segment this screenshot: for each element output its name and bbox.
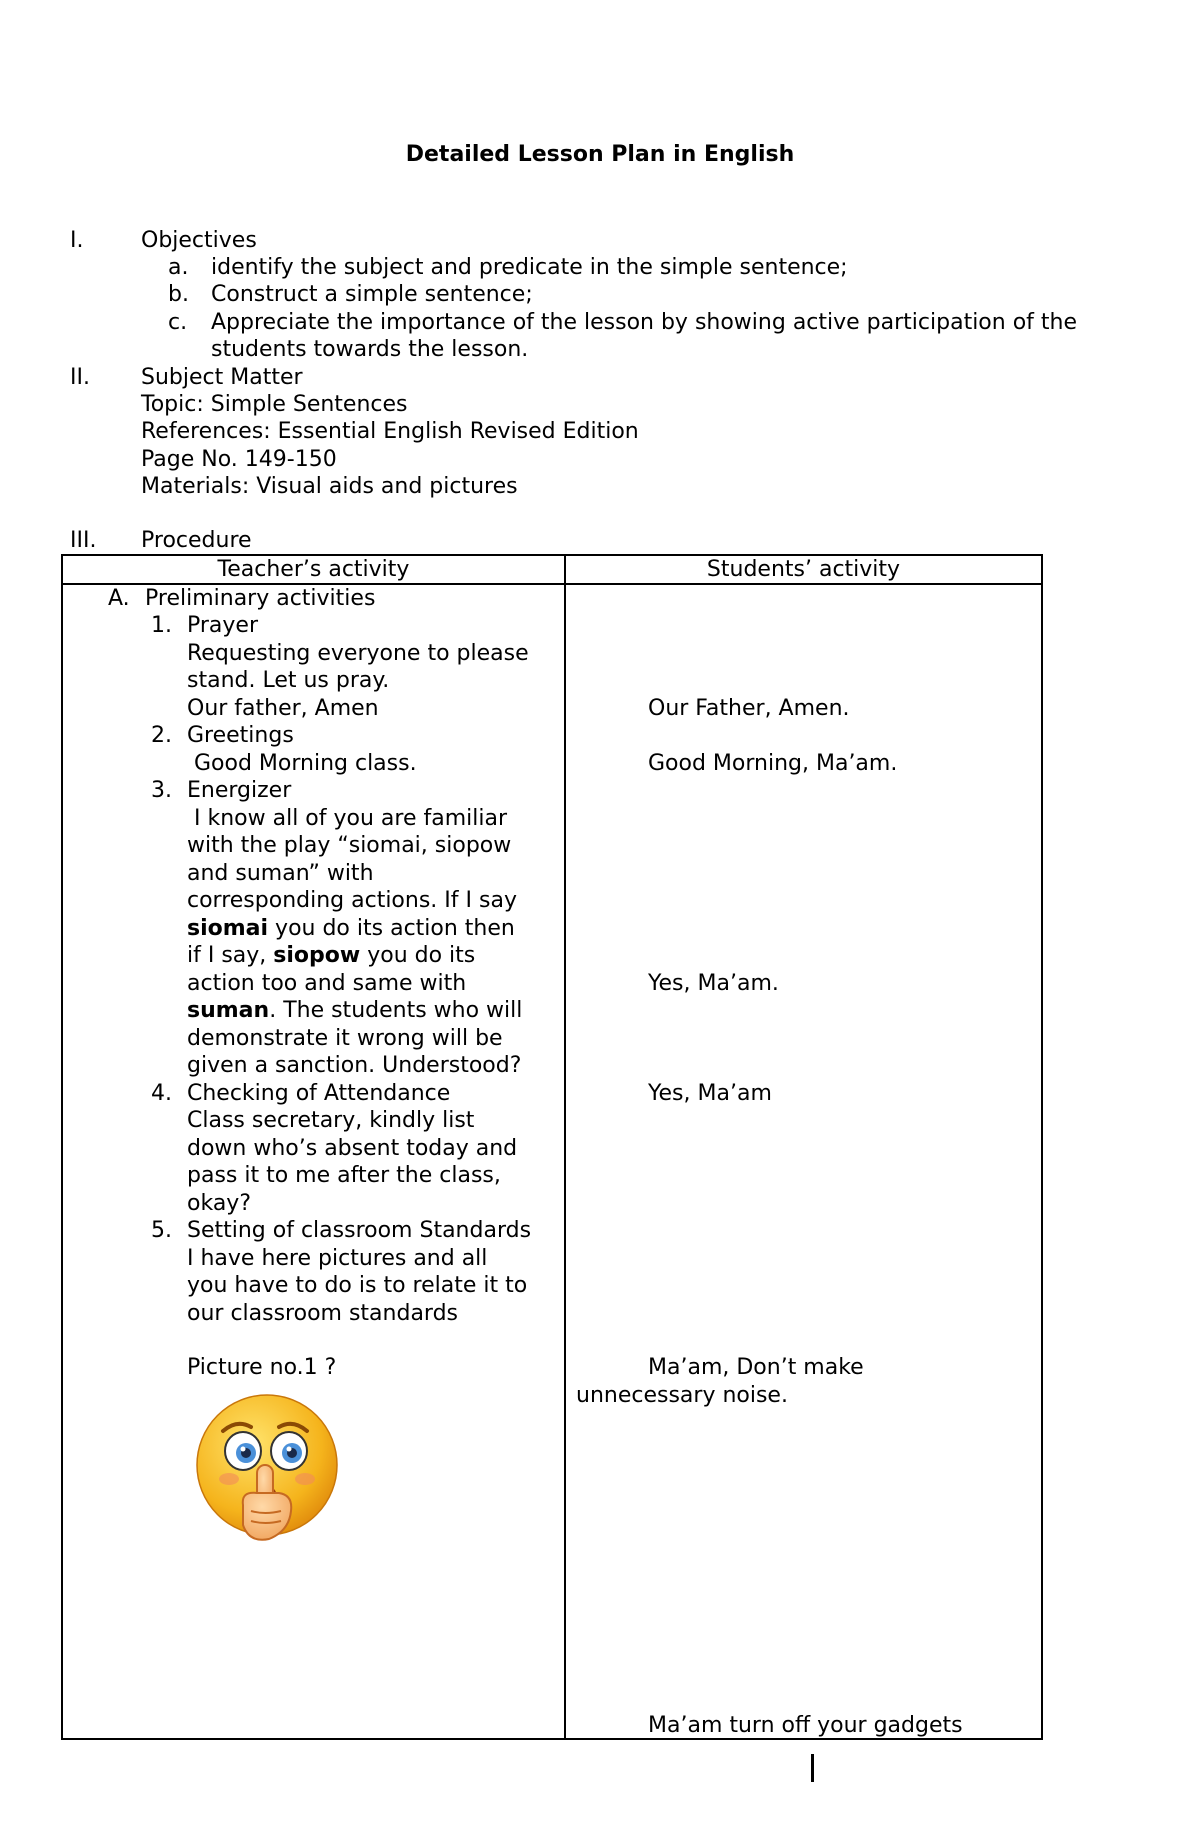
step-1-num: 1. [151, 613, 172, 638]
objective-c-text-cont: students towards the lesson. [211, 337, 529, 362]
teacher-header: Teacher’s activity [62, 555, 565, 584]
student-response-gadgets: Ma’am turn off your gadgets [648, 1713, 963, 1738]
section-letter: A. [108, 586, 130, 611]
step-5-line: I have here pictures and all [187, 1246, 488, 1271]
subject-numeral: II. [70, 365, 90, 390]
step-3-line: and suman” with [187, 861, 374, 886]
students-header: Students’ activity [565, 555, 1042, 584]
objectives-numeral: I. [70, 228, 84, 253]
objective-b-letter: b. [168, 282, 189, 307]
subject-page: Page No. 149-150 [141, 447, 337, 472]
step-3-rich-line: siomai you do its action then [187, 916, 515, 941]
step-2-num: 2. [151, 723, 172, 748]
step-4-line: pass it to me after the class, [187, 1163, 501, 1188]
keyword-suman: suman [187, 998, 270, 1023]
subject-materials: Materials: Visual aids and pictures [141, 474, 518, 499]
student-response-picture1: Ma’am, Don’t make [648, 1355, 864, 1380]
students-column [565, 584, 1042, 1739]
student-response-greeting: Good Morning, Ma’am. [648, 751, 898, 776]
student-response-energizer: Yes, Ma’am. [648, 971, 779, 996]
objective-a-text: identify the subject and predicate in the simple sentence; [211, 255, 848, 280]
section-title: Preliminary activities [145, 586, 376, 611]
procedure-numeral: III. [70, 528, 97, 553]
text-cursor [811, 1754, 814, 1782]
keyword-siomai: siomai [187, 916, 269, 941]
step-4-line: okay? [187, 1191, 251, 1216]
page-title: Detailed Lesson Plan in English [405, 142, 795, 167]
step-1-line: Requesting everyone to please [187, 641, 529, 666]
step-3-line: with the play “siomai, siopow [187, 833, 512, 858]
procedure-heading: Procedure [141, 528, 252, 553]
subject-references: References: Essential English Revised Edition [141, 419, 639, 444]
picture-label: Picture no.1 ? [187, 1355, 337, 1380]
step-3-rich-line: action too and same with [187, 971, 467, 996]
student-response-attendance: Yes, Ma’am [648, 1081, 772, 1106]
step-2-line: Good Morning class. [187, 751, 417, 776]
shush-emoji-icon [195, 1393, 345, 1553]
subject-topic: Topic: Simple Sentences [141, 392, 408, 417]
subject-heading: Subject Matter [141, 365, 303, 390]
teacher-column [62, 584, 565, 1739]
keyword-siopow: siopow [273, 943, 361, 968]
step-4-title: Checking of Attendance [187, 1081, 451, 1106]
procedure-table [61, 554, 1043, 1740]
step-3-rich-line: suman. The students who will [187, 998, 523, 1023]
objective-b-text: Construct a simple sentence; [211, 282, 533, 307]
step-3-rich-line: if I say, siopow you do its [187, 943, 476, 968]
objectives-heading: Objectives [141, 228, 257, 253]
step-3-rich-line: given a sanction. Understood? [187, 1053, 522, 1078]
step-4-num: 4. [151, 1081, 172, 1106]
step-1-title: Prayer [187, 613, 259, 638]
student-response-prayer: Our Father, Amen. [648, 696, 850, 721]
step-4-line: down who’s absent today and [187, 1136, 518, 1161]
step-1-line: stand. Let us pray. [187, 668, 390, 693]
student-response-picture1-cont: unnecessary noise. [576, 1383, 788, 1408]
step-1-line: Our father, Amen [187, 696, 379, 721]
step-5-num: 5. [151, 1218, 172, 1243]
objective-a-letter: a. [168, 255, 189, 280]
step-3-rich-line: demonstrate it wrong will be [187, 1026, 503, 1051]
step-5-title: Setting of classroom Standards [187, 1218, 532, 1243]
step-3-title: Energizer [187, 778, 292, 803]
step-3-line: corresponding actions. If I say [187, 888, 517, 913]
step-3-line: I know all of you are familiar [187, 806, 508, 831]
objective-c-text: Appreciate the importance of the lesson by showing active participation of the [211, 310, 1078, 335]
step-4-line: Class secretary, kindly list [187, 1108, 475, 1133]
step-3-num: 3. [151, 778, 172, 803]
objective-c-letter: c. [168, 310, 188, 335]
step-2-title: Greetings [187, 723, 294, 748]
step-5-line: our classroom standards [187, 1301, 459, 1326]
step-5-line: you have to do is to relate it to [187, 1273, 528, 1298]
